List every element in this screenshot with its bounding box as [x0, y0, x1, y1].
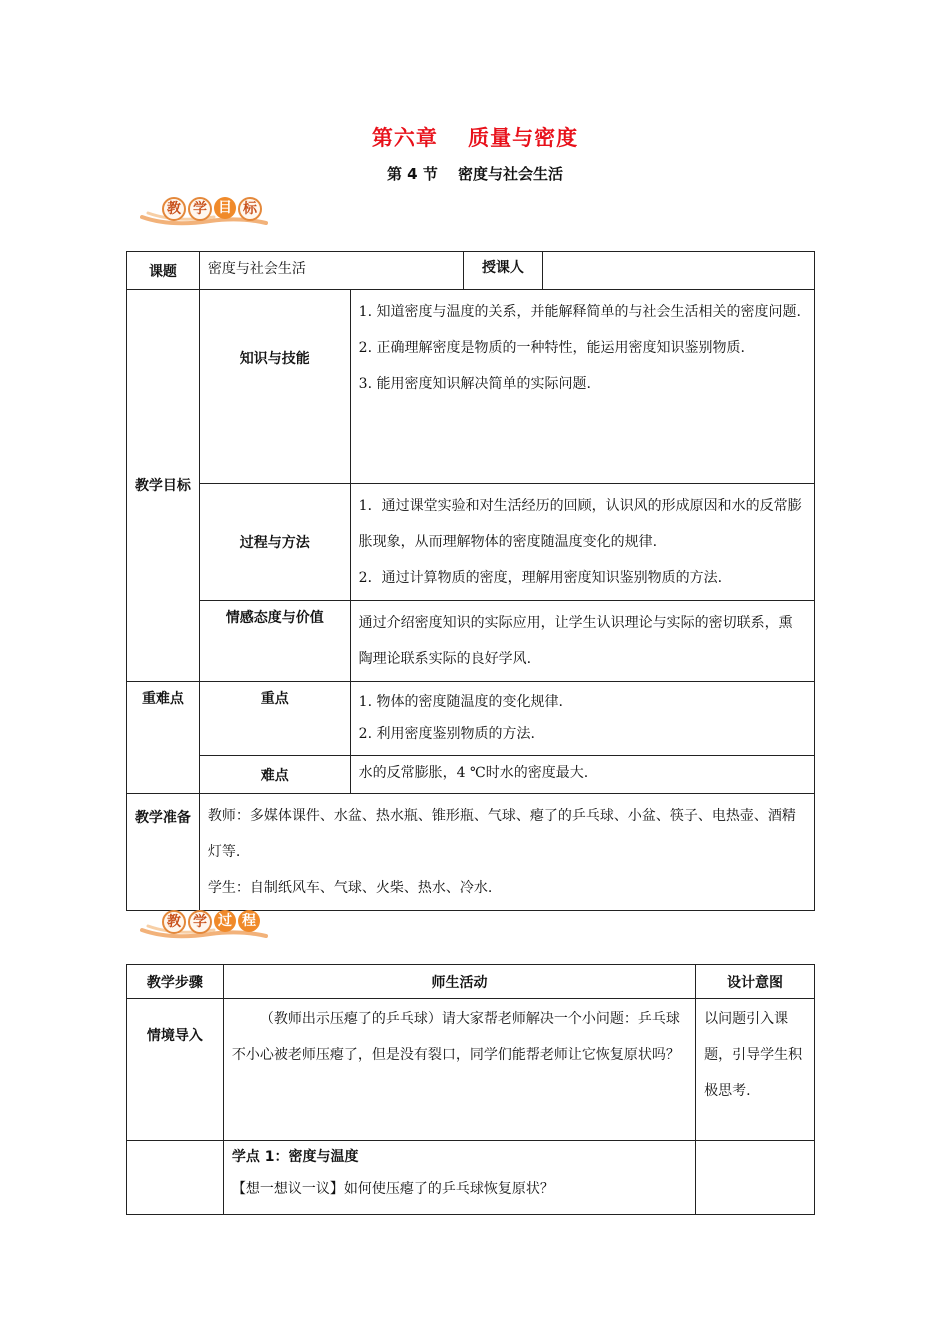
header-step: 教学步骤	[127, 965, 224, 999]
banner-char: 教	[162, 197, 186, 221]
objectives-label: 教学目标	[127, 290, 200, 682]
knowledge-line: 2. 正确理解密度是物质的一种特性，能运用密度知识鉴别物质.	[358, 340, 745, 356]
banner-char: 程	[238, 910, 260, 932]
knowledge-line: 3. 能用密度知识解决简单的实际问题.	[358, 376, 591, 392]
difficulty-label: 重难点	[127, 682, 200, 794]
activity-title: 学点 1：密度与温度	[231, 1149, 359, 1165]
activity-cell: （教师出示压瘪了的乒乓球）请大家帮老师解决一个小问题：乒乓球不小心被老师压瘪了，但是没有裂口，同学们能帮老师让它恢复原状吗？	[223, 999, 695, 1141]
topic-value: 密度与社会生活	[199, 252, 463, 290]
intent-cell: 以问题引入课题，引导学生积极思考.	[696, 999, 815, 1141]
teaching-process-table	[126, 964, 815, 1215]
knowledge-line: 1. 知道密度与温度的关系，并能解释简单的与社会生活相关的密度问题.	[358, 304, 801, 320]
key-points-content	[350, 682, 814, 756]
topic-label: 课题	[127, 252, 200, 290]
table-row	[127, 999, 815, 1141]
intent-cell	[696, 1141, 815, 1215]
prep-line: 教师：多媒体课件、水盆、热水瓶、锥形瓶、气球、瘪了的乒乓球、小盆、筷子、电热壶、酒精灯等.	[207, 808, 796, 860]
step-cell: 情境导入	[127, 999, 224, 1141]
banner-char: 学	[188, 910, 212, 934]
header-activity: 师生活动	[223, 965, 695, 999]
key-points-label: 重点	[199, 682, 350, 756]
prep-line: 学生：自制纸风车、气球、火柴、热水、冷水.	[207, 880, 493, 896]
attitude-label: 情感态度与价值	[199, 601, 350, 682]
banner-char: 标	[238, 197, 262, 221]
hard-point-line: 水的反常膨胀，4 ℃时水的密度最大.	[358, 765, 589, 781]
key-point-line: 2. 利用密度鉴别物质的方法.	[358, 726, 535, 742]
table-row	[127, 1141, 815, 1215]
process-method-content	[350, 484, 814, 601]
banner-char: 学	[188, 197, 212, 221]
banner-char: 教	[162, 910, 186, 934]
activity-cell	[223, 1141, 695, 1215]
header-intent: 设计意图	[696, 965, 815, 999]
teaching-goals-banner	[140, 193, 270, 227]
banner-char: 过	[214, 910, 236, 932]
activity-text: 【想一想议一议】如何使压瘪了的乒乓球恢复原状？	[231, 1181, 554, 1197]
teaching-goals-table	[126, 251, 815, 911]
banner-char: 目	[214, 197, 236, 219]
step-cell	[127, 1141, 224, 1215]
hard-points-label: 难点	[199, 756, 350, 794]
page-title: 第六章 质量与密度	[371, 126, 579, 150]
key-point-line: 1. 物体的密度随温度的变化规律.	[358, 694, 563, 710]
section-title: 第 4 节 密度与社会生活	[386, 165, 564, 183]
attitude-line: 通过介绍密度知识的实际应用，让学生认识理论与实际的密切联系，熏陶理论联系实际的良好学风.	[358, 615, 793, 667]
process-line: 1．通过课堂实验和对生活经历的回顾，认识风的形成原因和水的反常膨胀现象，从而理解物体的密度随温度变化的规律.	[358, 498, 802, 550]
teacher-value	[543, 252, 815, 290]
teacher-label: 授课人	[463, 252, 543, 290]
process-line: 2．通过计算物质的密度，理解用密度知识鉴别物质的方法.	[358, 570, 723, 586]
knowledge-content	[350, 290, 814, 484]
hard-points-content	[350, 756, 814, 794]
prep-content	[199, 794, 814, 911]
prep-label: 教学准备	[127, 794, 200, 911]
knowledge-label: 知识与技能	[199, 290, 350, 484]
process-method-label: 过程与方法	[199, 484, 350, 601]
attitude-content	[350, 601, 814, 682]
teaching-process-banner	[140, 906, 270, 940]
